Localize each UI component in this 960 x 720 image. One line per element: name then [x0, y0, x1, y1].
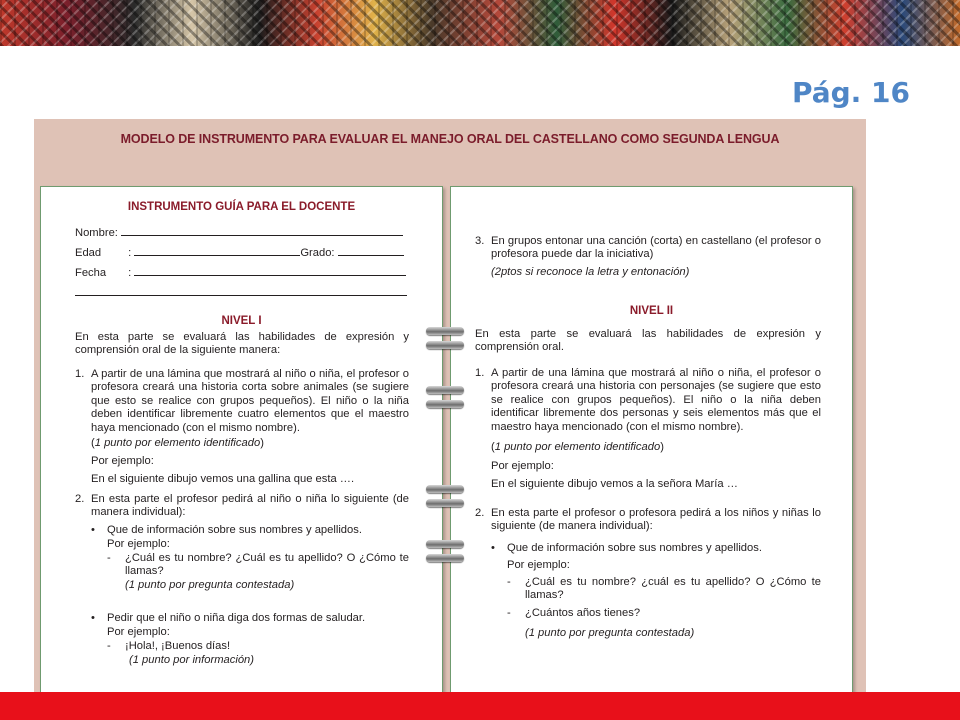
bullet-2-marker: •: [91, 612, 95, 624]
bottom-accent-bar: [0, 692, 960, 720]
page-number: Pág. 16: [791, 76, 910, 109]
separator-line: [75, 295, 407, 296]
item-1-score-text: 1 punto por elemento identificado: [94, 437, 261, 449]
item-1-example-label: Por ejemplo:: [91, 455, 154, 467]
name-line: [121, 225, 403, 236]
name-field: [75, 225, 415, 240]
binding-ring: [426, 400, 464, 408]
item-2-text: En esta parte el profesor pedirá al niño o niña lo siguiente (de manera individual):: [91, 493, 409, 519]
binding-ring: [426, 327, 464, 335]
r-bullet-1-example-label: Por ejemplo:: [507, 559, 570, 571]
r-bullet-1-marker: •: [491, 542, 495, 554]
item-1-text: A partir de una lámina que mostrará al niño o niña, el profesor o profesora creará una historia corta sobre animales (se sugiere que esto se realice con grupos pequeños). El niño o la niña deben identificar libremente cuatro elementos que el maestro haya mencionado (con el mismo nombre).: [91, 368, 409, 434]
bullet-1-score: (1 punto por pregunta contestada): [125, 579, 295, 591]
r-question-2: ¿Cuántos años tienes?: [525, 607, 641, 619]
left-page-heading: INSTRUMENTO GUÍA PARA EL DOCENTE: [127, 201, 356, 213]
r-item-2-text: En esta parte el profesor o profesora pedirá a los niños y niñas lo siguiente (de manera individual):: [491, 507, 821, 533]
bullet-2-score: (1 punto por información): [129, 654, 254, 666]
bullet-2-dash: -: [107, 640, 111, 652]
r-item-1-number: 1.: [475, 367, 485, 379]
bullet-2-text: Pedir que el niño o niña diga dos formas de saludar.: [107, 612, 366, 624]
textile-banner-overlay: [0, 0, 960, 46]
age-label: Edad: [75, 247, 102, 259]
binding-ring-pair-3: [426, 485, 466, 509]
binding-ring: [426, 554, 464, 562]
binding-ring: [426, 341, 464, 349]
binding-ring: [426, 485, 464, 493]
binding-ring: [426, 540, 464, 548]
instrument-document: [34, 119, 866, 707]
bullet-1-text: Que de información sobre sus nombres y apellidos.: [107, 524, 362, 536]
binding-ring-pair-1: [426, 327, 466, 351]
item-1-number: 1.: [75, 368, 85, 380]
bullet-1-question: ¿Cuál es tu nombre? ¿Cuál es tu apellido? O ¿Cómo te llamas?: [125, 552, 409, 578]
item-3-text: En grupos entonar una canción (corta) en castellano (el profesor o profesora puede dar la iniciativa): [491, 235, 821, 261]
r-item-1-score: [491, 441, 821, 454]
level-2-heading: NIVEL II: [629, 305, 674, 317]
item-1-score: [91, 437, 409, 450]
binding-ring-pair-2: [426, 386, 466, 410]
r-item-1-example-label: Por ejemplo:: [491, 460, 554, 472]
grade-label: Grado:: [300, 247, 335, 259]
item-1-score-close: ): [260, 437, 264, 449]
item-2-number: 2.: [75, 493, 85, 505]
r-item-1-text: A partir de una lámina que mostrará al niño o niña, el profesor o profesora creará una historia con personajes (se sugiere que esto se realice con grupos pequeños). El niño o la niña deben identificar libremente dos personas y seis elementos más que el maestro haya mencionado (con el mismo nombre).: [491, 367, 821, 433]
r-question-2-dash: -: [507, 607, 511, 619]
age-separator: :: [128, 247, 132, 259]
date-label: Fecha: [75, 267, 107, 279]
binding-ring: [426, 386, 464, 394]
item-3-number: 3.: [475, 235, 485, 247]
r-item-1-score-open: (: [491, 441, 495, 453]
bullet-2-example-label: Por ejemplo:: [107, 626, 170, 638]
document-title: MODELO DE INSTRUMENTO PARA EVALUAR EL MANEJO ORAL DEL CASTELLANO COMO SEGUNDA LENGUA: [120, 132, 780, 146]
right-page: [450, 186, 853, 700]
name-label: Nombre:: [75, 227, 118, 239]
level-2-intro: En esta parte se evaluará las habilidades de expresión y comprensión oral.: [475, 328, 821, 354]
r-item-1-score-text: 1 punto por elemento identificado: [494, 441, 661, 453]
r-item-1-score-close: ): [660, 441, 664, 453]
item-1-score-open: (: [91, 437, 95, 449]
bullet-2-greeting: ¡Hola!, ¡Buenos días!: [125, 640, 231, 652]
binding-ring-pair-4: [426, 540, 466, 564]
bullet-1-marker: •: [91, 524, 95, 536]
date-field: [75, 265, 415, 280]
age-line: [134, 245, 300, 256]
age-grade-field: [75, 245, 415, 260]
r-score: (1 punto por pregunta contestada): [525, 627, 695, 639]
bullet-1-example-label: Por ejemplo:: [107, 538, 170, 550]
r-bullet-1-text: Que de información sobre sus nombres y apellidos.: [507, 542, 762, 554]
binding-ring: [426, 499, 464, 507]
r-item-2-number: 2.: [475, 507, 485, 519]
item-3-score: (2ptos si reconoce la letra y entonación): [491, 266, 690, 278]
item-1-example: En el siguiente dibujo vemos una gallina que esta ….: [91, 473, 355, 485]
grade-line: [338, 245, 404, 256]
r-item-1-example: En el siguiente dibujo vemos a la señora María …: [491, 478, 738, 490]
level-1-intro: En esta parte se evaluará las habilidades de expresión y comprensión oral de la siguiente manera:: [75, 331, 409, 357]
bullet-1-dash: -: [107, 552, 111, 564]
r-question-1: ¿Cuál es tu nombre? ¿cuál es tu apellido? O ¿Cómo te llamas?: [525, 576, 821, 602]
date-line: [134, 265, 406, 276]
r-question-1-dash: -: [507, 576, 511, 588]
level-1-heading: NIVEL I: [221, 315, 262, 327]
left-page: [40, 186, 443, 700]
date-separator: :: [128, 267, 132, 279]
